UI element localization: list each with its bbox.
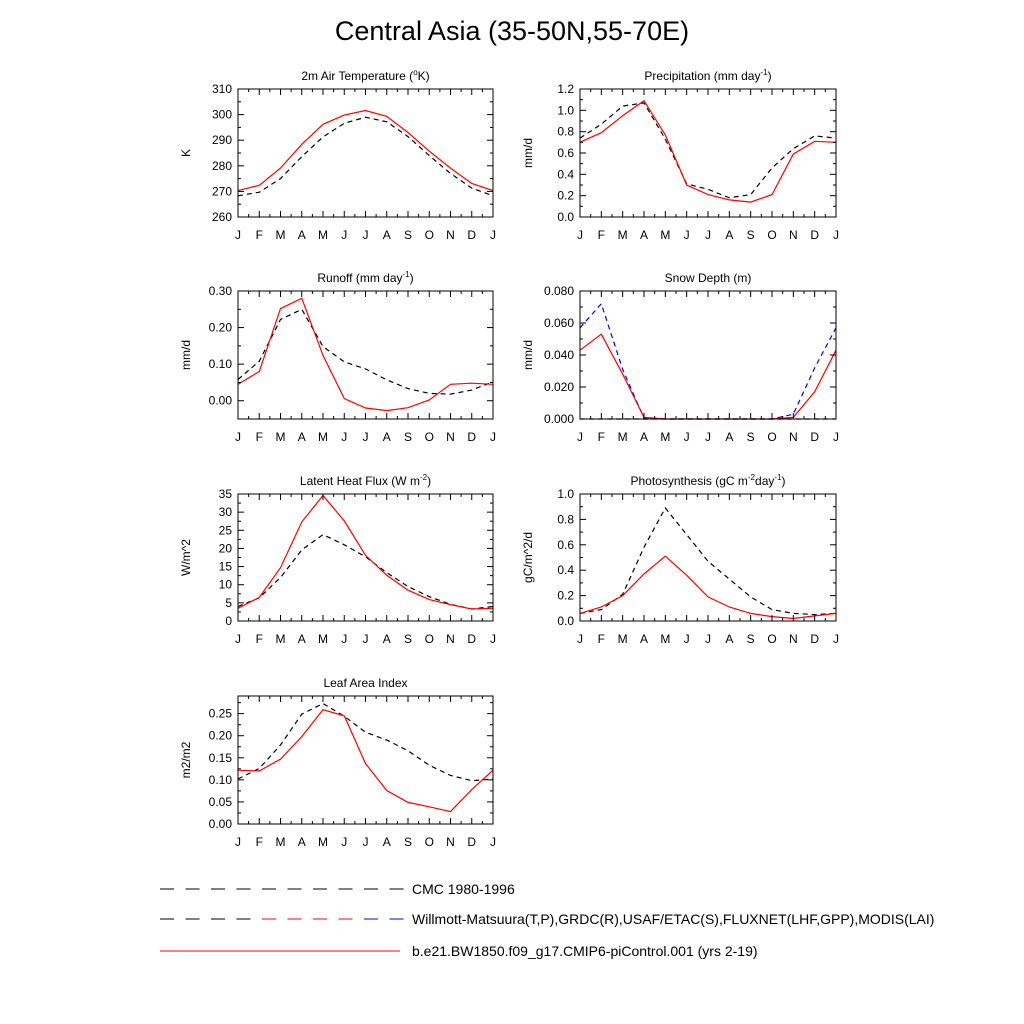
y-tick-label: 0.0 (557, 210, 574, 224)
x-tick-label: J (341, 430, 348, 444)
y-tick-label: 0.20 (208, 728, 232, 743)
y-tick-label: 0.020 (543, 380, 574, 394)
title-text: Runoff (mm day (317, 271, 403, 285)
y-tick-label: 0.040 (543, 348, 574, 362)
x-tick-label: J (490, 430, 496, 444)
x-tick-label: D (467, 632, 477, 646)
x-tick-label: N (446, 430, 455, 444)
y-tick-label: 260 (211, 210, 232, 224)
y-tick-label: 0.4 (557, 167, 574, 182)
panel-title (644, 68, 771, 83)
y-tick-label: 25 (218, 523, 232, 538)
title-text: Precipitation (mm day (644, 69, 761, 83)
y-axis-label: W/m^2 (179, 539, 193, 576)
x-tick-label: M (318, 835, 328, 849)
y-tick-label: 0.6 (557, 146, 574, 160)
y-tick-label: 0.8 (557, 124, 574, 139)
series-line-model (580, 556, 836, 618)
x-tick-label: M (275, 228, 286, 242)
y-tick-label: 0.2 (557, 188, 574, 203)
x-tick-label: A (297, 835, 306, 849)
x-tick-label: F (255, 835, 263, 849)
panel-4 (521, 271, 839, 444)
x-tick-label: J (577, 430, 583, 444)
plot-frame (238, 696, 493, 824)
title-text: Latent Heat Flux (W m (299, 474, 420, 488)
y-tick-label: 0.2 (557, 588, 574, 603)
x-tick-label: A (725, 632, 734, 646)
x-tick-label: M (660, 632, 671, 646)
title-text: ) (427, 474, 432, 488)
series-line-obs-black (238, 535, 493, 609)
x-tick-label: M (275, 835, 286, 849)
x-tick-label: D (810, 632, 820, 646)
plot-frame (238, 89, 493, 217)
x-tick-label: A (382, 430, 391, 444)
x-tick-label: J (235, 430, 241, 444)
x-tick-label: A (639, 430, 649, 444)
x-tick-label: F (597, 430, 606, 444)
title-text: Snow Depth (m) (664, 271, 752, 285)
panel-6 (521, 473, 839, 646)
x-tick-label: M (660, 430, 671, 444)
x-tick-label: J (341, 228, 348, 242)
x-tick-label: J (577, 632, 583, 646)
y-tick-label: 0.20 (208, 320, 232, 335)
x-tick-label: A (382, 228, 391, 242)
legend-item (160, 911, 934, 927)
x-tick-label: O (767, 632, 777, 646)
plot-frame (580, 291, 836, 419)
x-tick-label: M (318, 228, 328, 242)
series-line-obs-blue (580, 304, 836, 419)
plot-frame (580, 89, 836, 217)
y-tick-label: 0.060 (543, 316, 574, 330)
y-tick-label: 280 (211, 158, 232, 173)
title-text: 2m Air Temperature ( (301, 69, 414, 83)
y-tick-label: 0.30 (208, 284, 232, 298)
series-line-model (580, 101, 836, 202)
title-text: Photosynthesis (gC m (630, 474, 748, 488)
y-tick-label: 30 (218, 505, 232, 520)
x-tick-label: J (833, 632, 839, 646)
x-tick-label: A (725, 430, 734, 444)
x-tick-label: A (382, 632, 391, 646)
x-tick-label: J (705, 430, 711, 444)
y-tick-label: 5 (225, 595, 232, 610)
x-tick-label: F (255, 632, 263, 646)
title-superscript: -1 (760, 68, 768, 77)
y-tick-label: 0.15 (208, 750, 232, 765)
x-tick-label: J (683, 430, 690, 444)
x-tick-label: A (639, 228, 649, 242)
x-tick-label: J (705, 228, 711, 242)
panel-2 (521, 68, 839, 242)
series-line-obs-black (238, 704, 493, 781)
title-text: Leaf Area Index (323, 676, 408, 690)
x-tick-label: J (833, 228, 839, 242)
x-tick-label: A (297, 430, 306, 444)
x-tick-label: J (362, 835, 369, 849)
y-axis-label: mm/d (179, 340, 193, 370)
x-tick-label: J (705, 632, 711, 646)
panels-group (179, 68, 839, 849)
panel-title (631, 473, 786, 488)
x-tick-label: J (235, 835, 241, 849)
y-axis-label: gC/m^2/d (521, 532, 535, 583)
panel-7 (179, 676, 496, 849)
x-tick-label: J (683, 632, 690, 646)
x-tick-label: J (490, 835, 496, 849)
x-tick-label: M (617, 430, 628, 444)
x-tick-label: S (403, 632, 413, 646)
legend-label: Willmott-Matsuura(T,P),GRDC(R),USAF/ETAC(S),FLUXNET(LHF,GPP),MODIS(LAI) (412, 911, 935, 927)
title-text: ) (767, 69, 772, 83)
panel-3 (179, 270, 496, 444)
x-tick-label: M (275, 632, 286, 646)
y-tick-label: 1.0 (557, 103, 574, 118)
x-tick-label: O (424, 228, 434, 242)
panel-title (665, 271, 752, 285)
y-tick-label: 0.6 (557, 537, 574, 552)
panel-title (300, 473, 431, 488)
x-tick-label: S (403, 228, 413, 242)
x-tick-label: J (341, 835, 348, 849)
y-tick-label: 0.00 (208, 817, 232, 831)
x-tick-label: N (788, 430, 798, 444)
title-text: day (755, 474, 775, 488)
y-tick-label: 290 (211, 133, 232, 148)
x-tick-label: J (362, 430, 369, 444)
x-tick-label: F (597, 228, 606, 242)
x-tick-label: D (467, 835, 477, 849)
legend-label: CMC 1980-1996 (412, 881, 515, 897)
y-tick-label: 270 (211, 184, 232, 199)
x-tick-label: D (467, 430, 477, 444)
title-superscript: -1 (774, 473, 782, 482)
y-tick-label: 0.10 (208, 357, 232, 372)
x-tick-label: M (617, 228, 628, 242)
x-tick-label: J (362, 632, 369, 646)
x-tick-label: O (424, 632, 434, 646)
x-tick-label: N (446, 228, 455, 242)
x-tick-label: F (597, 632, 606, 646)
x-tick-label: O (424, 430, 434, 444)
title-superscript: -2 (747, 473, 756, 482)
series-line-model (580, 334, 836, 419)
x-tick-label: J (490, 228, 496, 242)
x-tick-label: O (767, 430, 777, 444)
x-tick-label: J (362, 228, 369, 242)
x-tick-label: D (467, 228, 477, 242)
series-line-obs-black (580, 508, 836, 615)
x-tick-label: A (297, 632, 306, 646)
y-tick-label: 0.10 (208, 772, 232, 787)
legend-label: b.e21.BW1850.f09_g17.CMIP6-piControl.001 (yrs 2-19) (412, 943, 758, 959)
x-tick-label: D (810, 228, 820, 242)
title-text: ) (409, 271, 414, 285)
y-tick-label: 0.00 (208, 393, 232, 408)
x-tick-label: S (746, 228, 755, 242)
x-tick-label: S (746, 430, 755, 444)
plot-frame (238, 291, 493, 419)
plot-frame (580, 494, 836, 621)
x-tick-label: A (639, 632, 649, 646)
y-tick-label: 35 (218, 487, 232, 501)
x-tick-label: O (767, 228, 777, 242)
title-text: K) (417, 69, 430, 83)
title-superscript: -2 (419, 473, 428, 482)
x-tick-label: N (446, 835, 455, 849)
x-tick-label: A (725, 228, 734, 242)
x-tick-label: A (382, 835, 391, 849)
x-tick-label: M (275, 430, 286, 444)
panel-title (317, 270, 413, 285)
y-tick-label: 0.0 (557, 614, 574, 628)
y-tick-label: 0.000 (543, 412, 574, 426)
x-tick-label: S (403, 430, 413, 444)
y-tick-label: 1.2 (557, 82, 574, 96)
y-axis-label: mm/d (521, 138, 535, 168)
y-axis-label: m2/m2 (179, 741, 193, 779)
x-tick-label: J (490, 632, 496, 646)
legend-item (160, 943, 758, 959)
x-tick-label: D (810, 430, 820, 444)
y-tick-label: 0.8 (557, 512, 574, 527)
series-line-model (238, 496, 493, 610)
panel-5 (179, 473, 496, 646)
x-tick-label: S (746, 632, 755, 646)
x-tick-label: J (577, 228, 583, 242)
y-tick-label: 300 (211, 107, 232, 122)
x-tick-label: M (318, 430, 328, 444)
x-tick-label: J (235, 632, 241, 646)
y-tick-label: 0.05 (208, 794, 232, 809)
title-text: ) (781, 474, 786, 488)
series-line-obs-black (238, 117, 493, 196)
y-axis-label: mm/d (521, 340, 535, 370)
series-line-model (238, 111, 493, 191)
x-tick-label: N (788, 632, 798, 646)
x-tick-label: J (683, 228, 690, 242)
x-tick-label: F (255, 228, 263, 242)
x-tick-label: M (617, 632, 628, 646)
y-tick-label: 310 (211, 82, 232, 96)
series-line-model (238, 710, 493, 812)
x-tick-label: M (660, 228, 671, 242)
y-tick-label: 0.080 (543, 284, 574, 298)
series-line-obs-black (580, 103, 836, 198)
x-tick-label: J (341, 632, 348, 646)
series-line-model (238, 298, 493, 410)
x-tick-label: A (297, 228, 306, 242)
y-tick-label: 15 (218, 559, 232, 574)
title-superscript: -1 (402, 270, 410, 279)
legend (160, 881, 934, 959)
x-tick-label: O (424, 835, 434, 849)
y-tick-label: 10 (218, 577, 232, 592)
legend-item (160, 881, 515, 897)
panel-title (323, 676, 407, 690)
y-axis-label: K (179, 148, 193, 158)
x-tick-label: J (833, 430, 839, 444)
x-tick-label: S (403, 835, 413, 849)
x-tick-label: J (235, 228, 241, 242)
panel-title (301, 68, 429, 83)
x-tick-label: N (446, 632, 455, 646)
x-tick-label: F (255, 430, 263, 444)
x-tick-label: M (318, 632, 328, 646)
title-superscript: o (413, 68, 418, 77)
y-tick-label: 20 (218, 541, 232, 556)
y-tick-label: 1.0 (557, 487, 574, 501)
y-tick-label: 0.25 (208, 706, 232, 721)
y-tick-label: 0.4 (557, 563, 574, 578)
plot-frame (238, 494, 493, 621)
x-tick-label: N (788, 228, 798, 242)
figure-title: Central Asia (35-50N,55-70E) (334, 16, 690, 46)
panel-1 (179, 68, 496, 242)
y-tick-label: 0 (225, 614, 232, 628)
